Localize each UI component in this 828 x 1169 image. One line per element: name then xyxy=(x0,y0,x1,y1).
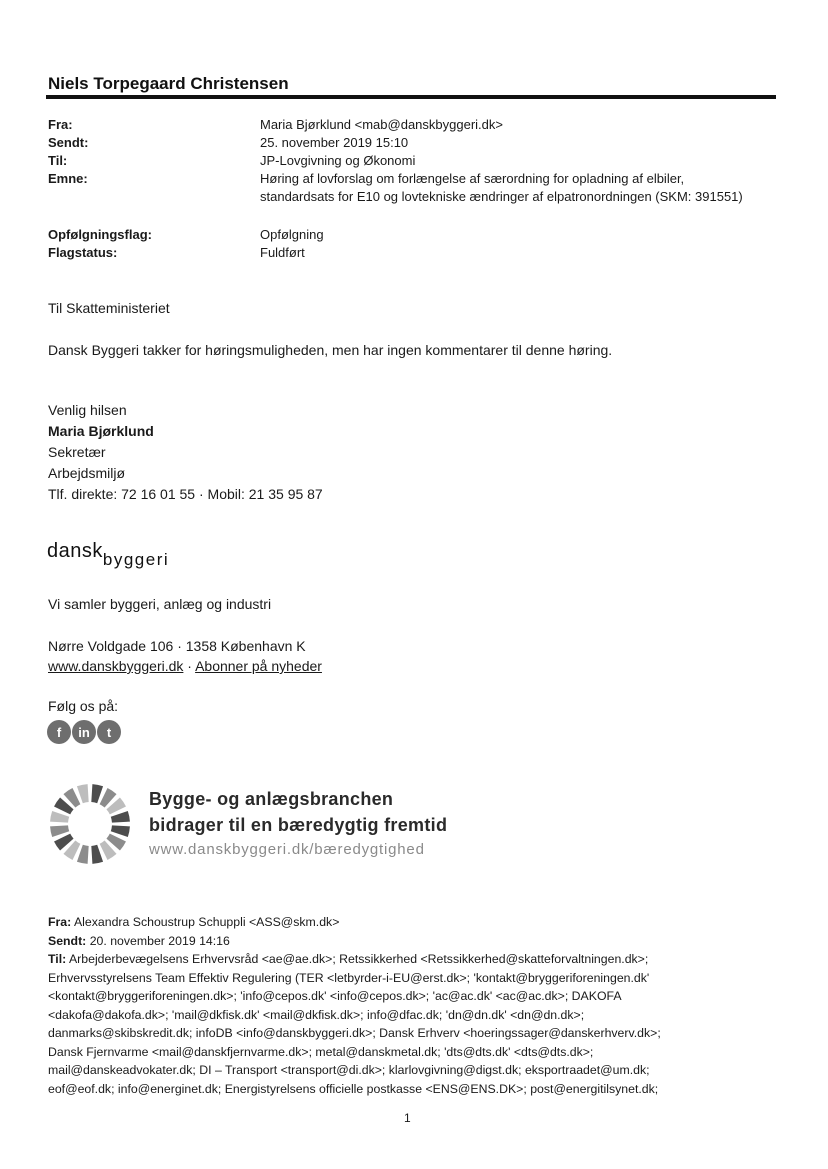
signature-phones: Tlf. direkte: 72 16 01 55 · Mobil: 21 35 95 87 xyxy=(48,486,323,502)
fwd-to-line: Erhvervsstyrelsens Team Effektiv Regulering (TER <letbyrder-i-EU@erst.dk>; 'kontakt@bryggeriforeningen.dk' xyxy=(48,970,650,985)
header-subject-value-cont: standardsats for E10 og lovtekniske ændringer af elpatronordningen (SKM: 391551) xyxy=(260,189,743,204)
fwd-to-label: Til: xyxy=(48,952,67,966)
wheel-segment xyxy=(111,811,130,823)
fwd-sent-label: Sendt: xyxy=(48,933,87,948)
wheel-segment xyxy=(91,845,103,864)
banner-line-1: Bygge- og anlægsbranchen xyxy=(149,789,394,809)
fwd-to-line: eof@eof.dk; info@energinet.dk; Energistyrelsens officielle postkasse <ENS@ENS.DK>; post@energitilsynet.dk; xyxy=(48,1081,659,1096)
fwd-from: Alexandra Schoustrup Schuppli <ASS@skm.dk> xyxy=(73,915,340,929)
flag-label: Opfølgningsflag: xyxy=(48,227,152,242)
wheel-segment xyxy=(50,825,69,837)
header-from-value: Maria Bjørklund <mab@danskbyggeri.dk> xyxy=(260,117,503,132)
fwd-to-line: <dakofa@dakofa.dk>; 'mail@dkfisk.dk' <mail@dkfisk.dk>; info@dfac.dk; 'dn@dn.dk' <dn@dn.dk>; xyxy=(48,1007,585,1022)
wheel-segment xyxy=(91,784,103,803)
wheel-segment xyxy=(77,845,89,864)
signature xyxy=(48,400,323,505)
greeting: Til Skatteministeriet xyxy=(48,300,170,316)
header-sent-label: Sendt: xyxy=(48,135,89,150)
fwd-to-line: mail@danskeadvokater.dk; DI – Transport <transport@di.dk>; klarlovgivning@digst.dk; eksportraadet@um.dk; xyxy=(48,1063,650,1077)
linkedin-icon[interactable]: in xyxy=(72,720,96,744)
company-address: Nørre Voldgade 106 · 1358 København K xyxy=(48,638,306,654)
company-links xyxy=(48,658,322,674)
header-subject-value: Høring af lovforslag om forlængelse af særordning for opladning af elbiler, xyxy=(260,171,685,186)
flag-value: Opfølgning xyxy=(260,227,324,242)
message: Dansk Byggeri takker for høringsmuligheden, men har ingen kommentarer til denne høring. xyxy=(48,342,613,358)
banner-url[interactable]: www.danskbyggeri.dk/bæredygtighed xyxy=(149,841,425,858)
wheel-segment xyxy=(77,784,89,803)
signature-department: Arbejdsmiljø xyxy=(48,465,126,481)
social-links xyxy=(47,720,121,744)
signature-name: Maria Bjørklund xyxy=(48,423,154,439)
header-sent-value: 25. november 2019 15:10 xyxy=(260,135,409,150)
fwd-to-line: Arbejderbevægelsens Erhvervsråd <ae@ae.dk>; Retssikkerhed <Retssikkerhed@skatteforvaltningen.dk>; xyxy=(68,952,649,966)
fwd-to-line: Dansk Fjernvarme <mail@danskfjernvarme.dk>; metal@danskmetal.dk; 'dts@dts.dk' <dts@dts.dk>; xyxy=(48,1044,594,1059)
link-separator: · xyxy=(183,658,196,674)
fwd-to-line: <kontakt@bryggeriforeningen.dk>; 'info@cepos.dk' <info@cepos.dk>; 'ac@ac.dk' <ac@ac.dk>; DAKOFA xyxy=(48,989,622,1003)
facebook-icon[interactable]: f xyxy=(47,720,71,744)
page-title: Niels Torpegaard Christensen xyxy=(48,74,289,93)
newsletter-link[interactable]: Abonner på nyheder xyxy=(195,658,322,674)
website-link[interactable]: www.danskbyggeri.dk xyxy=(48,658,184,674)
signature-role: Sekretær xyxy=(48,444,106,460)
logo-text-top: dansk xyxy=(47,540,103,562)
wheel-segment xyxy=(50,811,69,823)
flag-status-label: Flagstatus: xyxy=(48,245,118,260)
wheel-segment xyxy=(111,825,130,837)
follow-label: Følg os på: xyxy=(48,698,119,714)
fwd-from-label: Fra: xyxy=(48,915,72,929)
fwd-to-line: danmarks@skibskredit.dk; infoDB <info@danskbyggeri.dk>; Dansk Erhverv <hoeringssager@danskerhverv.dk>; xyxy=(48,1026,661,1040)
twitter-icon[interactable]: t xyxy=(97,720,121,744)
logo-text-bottom: byggeri xyxy=(102,550,170,569)
page-number: 1 xyxy=(404,1111,411,1125)
dansk-byggeri-logo xyxy=(47,540,170,569)
header-subject-label: Emne: xyxy=(48,171,88,186)
banner-line-2: bidrager til en bæredygtig fremtid xyxy=(149,815,448,835)
forwarded-header xyxy=(48,913,778,1098)
header-to-label: Til: xyxy=(48,153,68,168)
sustainability-wheel-icon xyxy=(48,782,132,866)
header-to-value: JP-Lovgivning og Økonomi xyxy=(260,153,416,168)
header-from-label: Fra: xyxy=(48,117,73,132)
flag-status-value: Fuldført xyxy=(260,245,305,260)
company-tagline: Vi samler byggeri, anlæg og industri xyxy=(48,596,272,612)
title-rule xyxy=(46,95,776,99)
fwd-sent: 20. november 2019 14:16 xyxy=(89,933,230,948)
signature-closing: Venlig hilsen xyxy=(48,402,127,418)
